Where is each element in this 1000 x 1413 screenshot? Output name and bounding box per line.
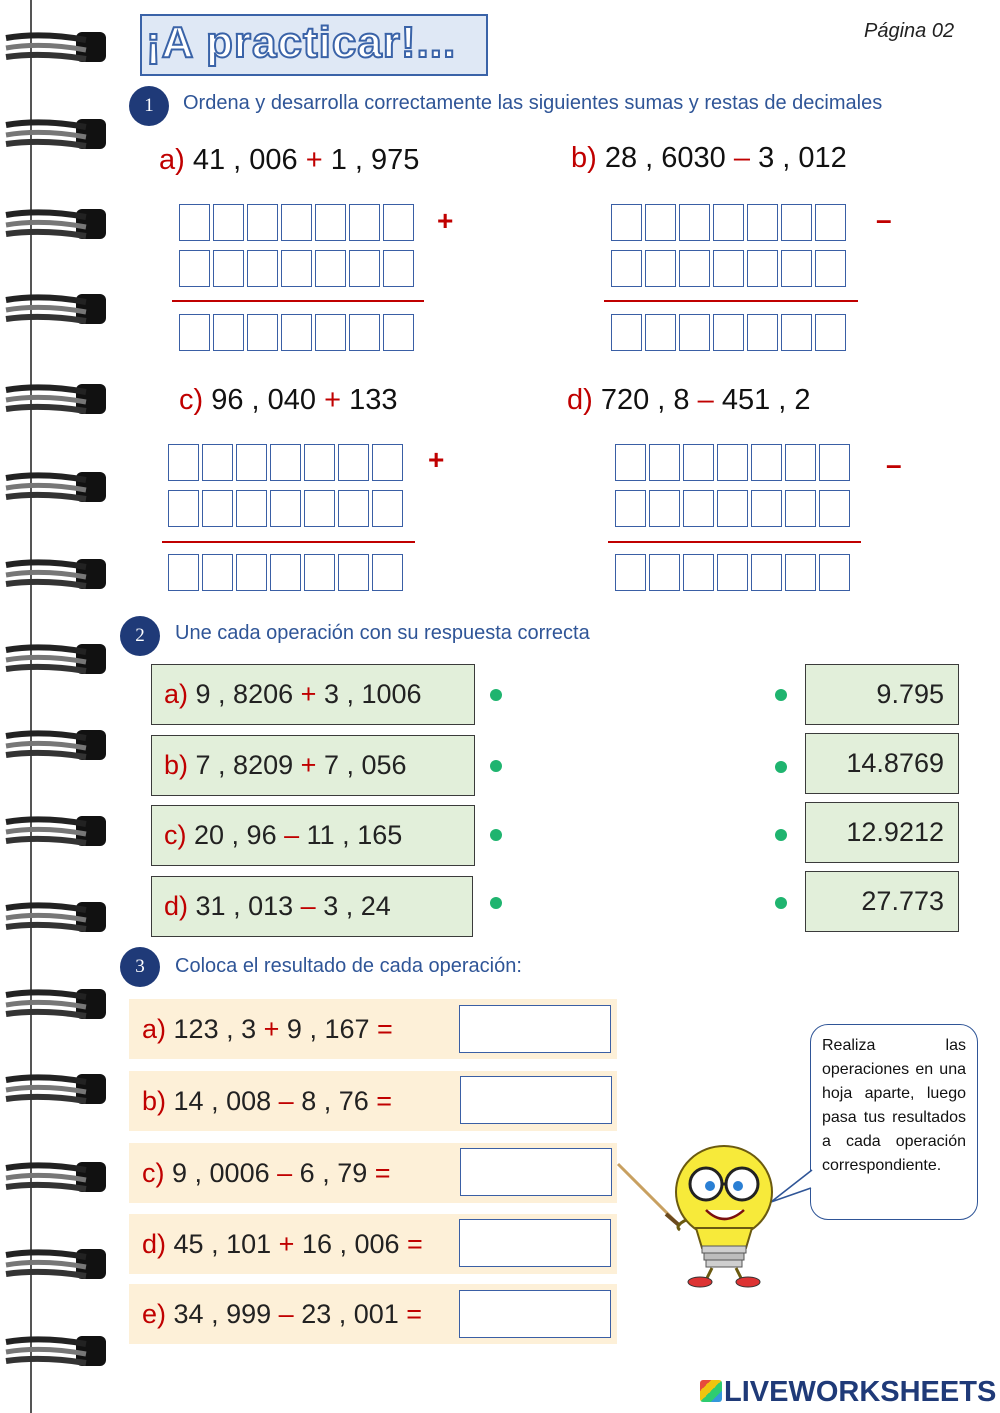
binding-ring-icon [2,898,108,936]
digit-cell-input[interactable] [815,314,846,351]
binding-ring-icon [2,28,108,66]
digit-cell-input[interactable] [649,444,680,481]
match-answer-1: 9.795 [805,664,959,725]
digit-cell-input[interactable] [247,250,278,287]
operand-left: 34 , 999 [173,1298,272,1329]
digit-cell-input[interactable] [611,314,642,351]
digit-cell-input[interactable] [315,314,346,351]
digit-cell-input[interactable] [747,314,778,351]
digit-cell-input[interactable] [338,554,369,591]
digit-cell-input[interactable] [683,444,714,481]
operand-right: 3 , 1006 [323,679,422,709]
operand-left: 7 , 8209 [195,750,294,780]
operand-left: 96 , 040 [211,384,317,416]
digit-cell-input[interactable] [785,444,816,481]
problem-d-label [567,384,811,417]
digit-cell-input[interactable] [281,250,312,287]
operation-letter: a) [164,679,189,709]
binding-ring-icon [2,1332,108,1370]
digit-row [611,250,846,287]
operand-left: 9 , 0006 [172,1157,270,1188]
digit-row [615,490,850,527]
match-operation-a [151,664,475,725]
equals-sign: = [406,1298,423,1329]
grid-sign-c: + [428,444,445,475]
digit-cell-input[interactable] [781,204,812,241]
operand-right: 1 , 975 [330,144,420,176]
digit-cell-input[interactable] [349,204,380,241]
operator-sign: + [278,1228,295,1259]
digit-cell-input[interactable] [679,314,710,351]
operand-left: 123 , 3 [173,1013,257,1044]
digit-cell-input[interactable] [815,204,846,241]
operand-left: 20 , 96 [194,820,277,850]
page-title: ¡A practicar!... [146,18,457,67]
operator-sign: – [277,1157,293,1188]
digit-row [611,314,846,351]
operation-letter: c) [142,1157,165,1188]
digit-cell-input[interactable] [785,490,816,527]
operation-letter: d) [142,1228,167,1259]
answer-input-e[interactable] [459,1290,611,1338]
operation-letter: c) [164,820,187,850]
match-dot-left-d[interactable] [490,897,502,909]
digit-cell-input[interactable] [338,444,369,481]
digit-cell-input[interactable] [683,554,714,591]
digit-cell-input[interactable] [611,250,642,287]
section-1-instruction: Ordena y desarrolla correctamente las siguientes sumas y restas de decimales [183,92,883,114]
section-3-number: 3 [120,947,160,987]
digit-cell-input[interactable] [383,314,414,351]
operator-sign: – [278,1298,294,1329]
digit-cell-input[interactable] [781,314,812,351]
operator-sign: + [263,1013,280,1044]
digit-cell-input[interactable] [338,490,369,527]
equals-sign: = [374,1157,391,1188]
digit-row [615,444,850,481]
match-dot-right-4[interactable] [775,897,787,909]
binding-ring-icon [2,1158,108,1196]
sum-line-a [172,300,424,302]
operand-right: 9 , 167 [286,1013,370,1044]
operand-right: 8 , 76 [301,1085,369,1116]
digit-cell-input[interactable] [213,314,244,351]
binding-ring-icon [2,115,108,153]
answer-input-a[interactable] [459,1005,611,1053]
answer-input-c[interactable] [460,1148,612,1196]
operator-sign: + [300,750,317,780]
digit-cell-input[interactable] [213,204,244,241]
digit-cell-input[interactable] [270,554,301,591]
problem-letter: b) [571,142,597,174]
section-2-number: 2 [120,616,160,656]
digit-row [168,444,403,481]
digit-cell-input[interactable] [270,444,301,481]
binding-ring-icon [2,380,108,418]
operand-right: 3 , 012 [758,142,847,174]
digit-row [168,554,403,591]
digit-cell-input[interactable] [717,490,748,527]
operation-letter: d) [164,891,189,921]
match-dot-right-2[interactable] [775,761,787,773]
operand-left: 31 , 013 [195,891,294,921]
match-dot-left-b[interactable] [490,760,502,772]
grid-sign-a: + [437,205,454,236]
operator-sign: + [305,144,323,176]
digit-cell-input[interactable] [179,314,210,351]
digit-cell-input[interactable] [645,204,676,241]
binding-ring-icon [2,1245,108,1283]
digit-row [179,204,414,241]
digit-cell-input[interactable] [717,444,748,481]
digit-cell-input[interactable] [615,490,646,527]
digit-cell-input[interactable] [785,554,816,591]
digit-cell-input[interactable] [611,204,642,241]
operation-letter: b) [142,1085,167,1116]
match-answer-3: 12.9212 [805,802,959,863]
digit-cell-input[interactable] [717,554,748,591]
digit-cell-input[interactable] [751,554,782,591]
operator-sign: – [300,891,316,921]
digit-cell-input[interactable] [713,204,744,241]
operand-left: 720 , 8 [600,384,690,416]
page-number: Página 02 [864,20,955,42]
digit-cell-input[interactable] [202,554,233,591]
liveworksheets-logo-text: LIVEWORKSHEETS [724,1376,997,1408]
equals-sign: = [407,1228,423,1259]
section-1-number: 1 [129,86,169,126]
digit-cell-input[interactable] [819,490,850,527]
match-answer-2: 14.8769 [805,733,959,794]
problem-letter: a) [159,144,185,176]
digit-cell-input[interactable] [645,314,676,351]
operand-right: 133 [349,384,398,416]
digit-cell-input[interactable] [270,490,301,527]
section-2-instruction: Une cada operación con su respuesta correcta [175,622,590,644]
operator-sign: – [697,384,714,416]
digit-row [611,204,846,241]
problem-b-label [571,142,847,175]
equals-sign: = [377,1013,393,1044]
operator-sign: – [278,1085,294,1116]
digit-cell-input[interactable] [179,204,210,241]
digit-cell-input[interactable] [372,490,403,527]
digit-cell-input[interactable] [247,204,278,241]
operand-left: 45 , 101 [173,1228,272,1259]
digit-cell-input[interactable] [202,490,233,527]
digit-cell-input[interactable] [781,250,812,287]
digit-cell-input[interactable] [179,250,210,287]
lightbulb-mascot-icon [614,1140,784,1290]
operand-left: 14 , 008 [173,1085,272,1116]
digit-cell-input[interactable] [236,554,267,591]
digit-cell-input[interactable] [168,490,199,527]
operation-letter: b) [164,750,189,780]
digit-cell-input[interactable] [819,554,850,591]
digit-cell-input[interactable] [679,204,710,241]
problem-letter: c) [179,384,204,416]
digit-cell-input[interactable] [281,204,312,241]
operator-sign: + [300,679,317,709]
binding-ring-icon [2,555,108,593]
operand-right: 7 , 056 [323,750,407,780]
operand-right: 16 , 006 [301,1228,400,1259]
digit-cell-input[interactable] [372,554,403,591]
digit-cell-input[interactable] [649,490,680,527]
problem-a-label [159,144,419,177]
digit-row [615,554,850,591]
digit-row [179,314,414,351]
digit-cell-input[interactable] [615,444,646,481]
match-operation-b [151,735,475,796]
answer-input-b[interactable] [460,1076,612,1124]
digit-row [179,250,414,287]
digit-cell-input[interactable] [713,314,744,351]
digit-cell-input[interactable] [304,490,335,527]
operand-right: 451 , 2 [721,384,811,416]
equals-sign: = [376,1085,393,1116]
digit-cell-input[interactable] [349,250,380,287]
answer-input-d[interactable] [459,1219,611,1267]
match-dot-right-1[interactable] [775,689,787,701]
digit-cell-input[interactable] [747,204,778,241]
digit-cell-input[interactable] [615,554,646,591]
operand-right: 23 , 001 [301,1298,399,1329]
digit-cell-input[interactable] [383,250,414,287]
binding-ring-icon [2,1070,108,1108]
operand-left: 9 , 8206 [195,679,294,709]
digit-cell-input[interactable] [713,250,744,287]
liveworksheets-logo-icon [700,1380,722,1402]
digit-cell-input[interactable] [383,204,414,241]
match-dot-left-a[interactable] [490,689,502,701]
grid-sign-d: – [886,449,902,480]
digit-cell-input[interactable] [751,490,782,527]
match-dot-left-c[interactable] [490,829,502,841]
digit-cell-input[interactable] [349,314,380,351]
digit-cell-input[interactable] [236,444,267,481]
digit-cell-input[interactable] [679,250,710,287]
match-dot-right-3[interactable] [775,829,787,841]
digit-cell-input[interactable] [304,444,335,481]
digit-cell-input[interactable] [315,204,346,241]
digit-cell-input[interactable] [281,314,312,351]
digit-cell-input[interactable] [168,554,199,591]
digit-cell-input[interactable] [751,444,782,481]
sum-line-b [604,300,858,302]
problem-c-label [179,384,398,417]
digit-cell-input[interactable] [645,250,676,287]
match-operation-c [151,805,475,866]
operation-letter: a) [142,1013,167,1044]
operand-right: 3 , 24 [323,891,391,921]
match-operation-d [151,876,473,937]
operator-sign: – [733,142,751,174]
binding-ring-icon [2,205,108,243]
sum-line-d [608,541,861,543]
tip-speech-bubble: Realiza las operaciones en una hoja aparte, luego pasa tus resultados a cada operación correspondiente. [810,1024,978,1220]
match-answer-4: 27.773 [805,871,959,932]
digit-cell-input[interactable] [315,250,346,287]
digit-cell-input[interactable] [649,554,680,591]
binding-ring-icon [2,640,108,678]
digit-cell-input[interactable] [168,444,199,481]
digit-cell-input[interactable] [819,444,850,481]
digit-cell-input[interactable] [747,250,778,287]
digit-row [168,490,403,527]
operand-right: 11 , 165 [306,820,403,850]
binding-ring-icon [2,290,108,328]
operand-right: 6 , 79 [299,1157,368,1188]
digit-cell-input[interactable] [202,444,233,481]
binding-ring-icon [2,812,108,850]
digit-cell-input[interactable] [683,490,714,527]
operation-letter: e) [142,1298,167,1329]
digit-cell-input[interactable] [815,250,846,287]
digit-cell-input[interactable] [247,314,278,351]
digit-cell-input[interactable] [236,490,267,527]
operand-left: 41 , 006 [192,144,298,176]
binding-ring-icon [2,726,108,764]
digit-cell-input[interactable] [213,250,244,287]
digit-cell-input[interactable] [304,554,335,591]
sum-line-c [162,541,415,543]
binding-ring-icon [2,468,108,506]
digit-cell-input[interactable] [372,444,403,481]
section-3-instruction: Coloca el resultado de cada operación: [175,955,522,977]
grid-sign-b: – [876,204,892,235]
problem-letter: d) [567,384,593,416]
operator-sign: + [324,384,342,416]
operator-sign: – [284,820,300,850]
operand-left: 28 , 6030 [604,142,726,174]
binding-ring-icon [2,985,108,1023]
